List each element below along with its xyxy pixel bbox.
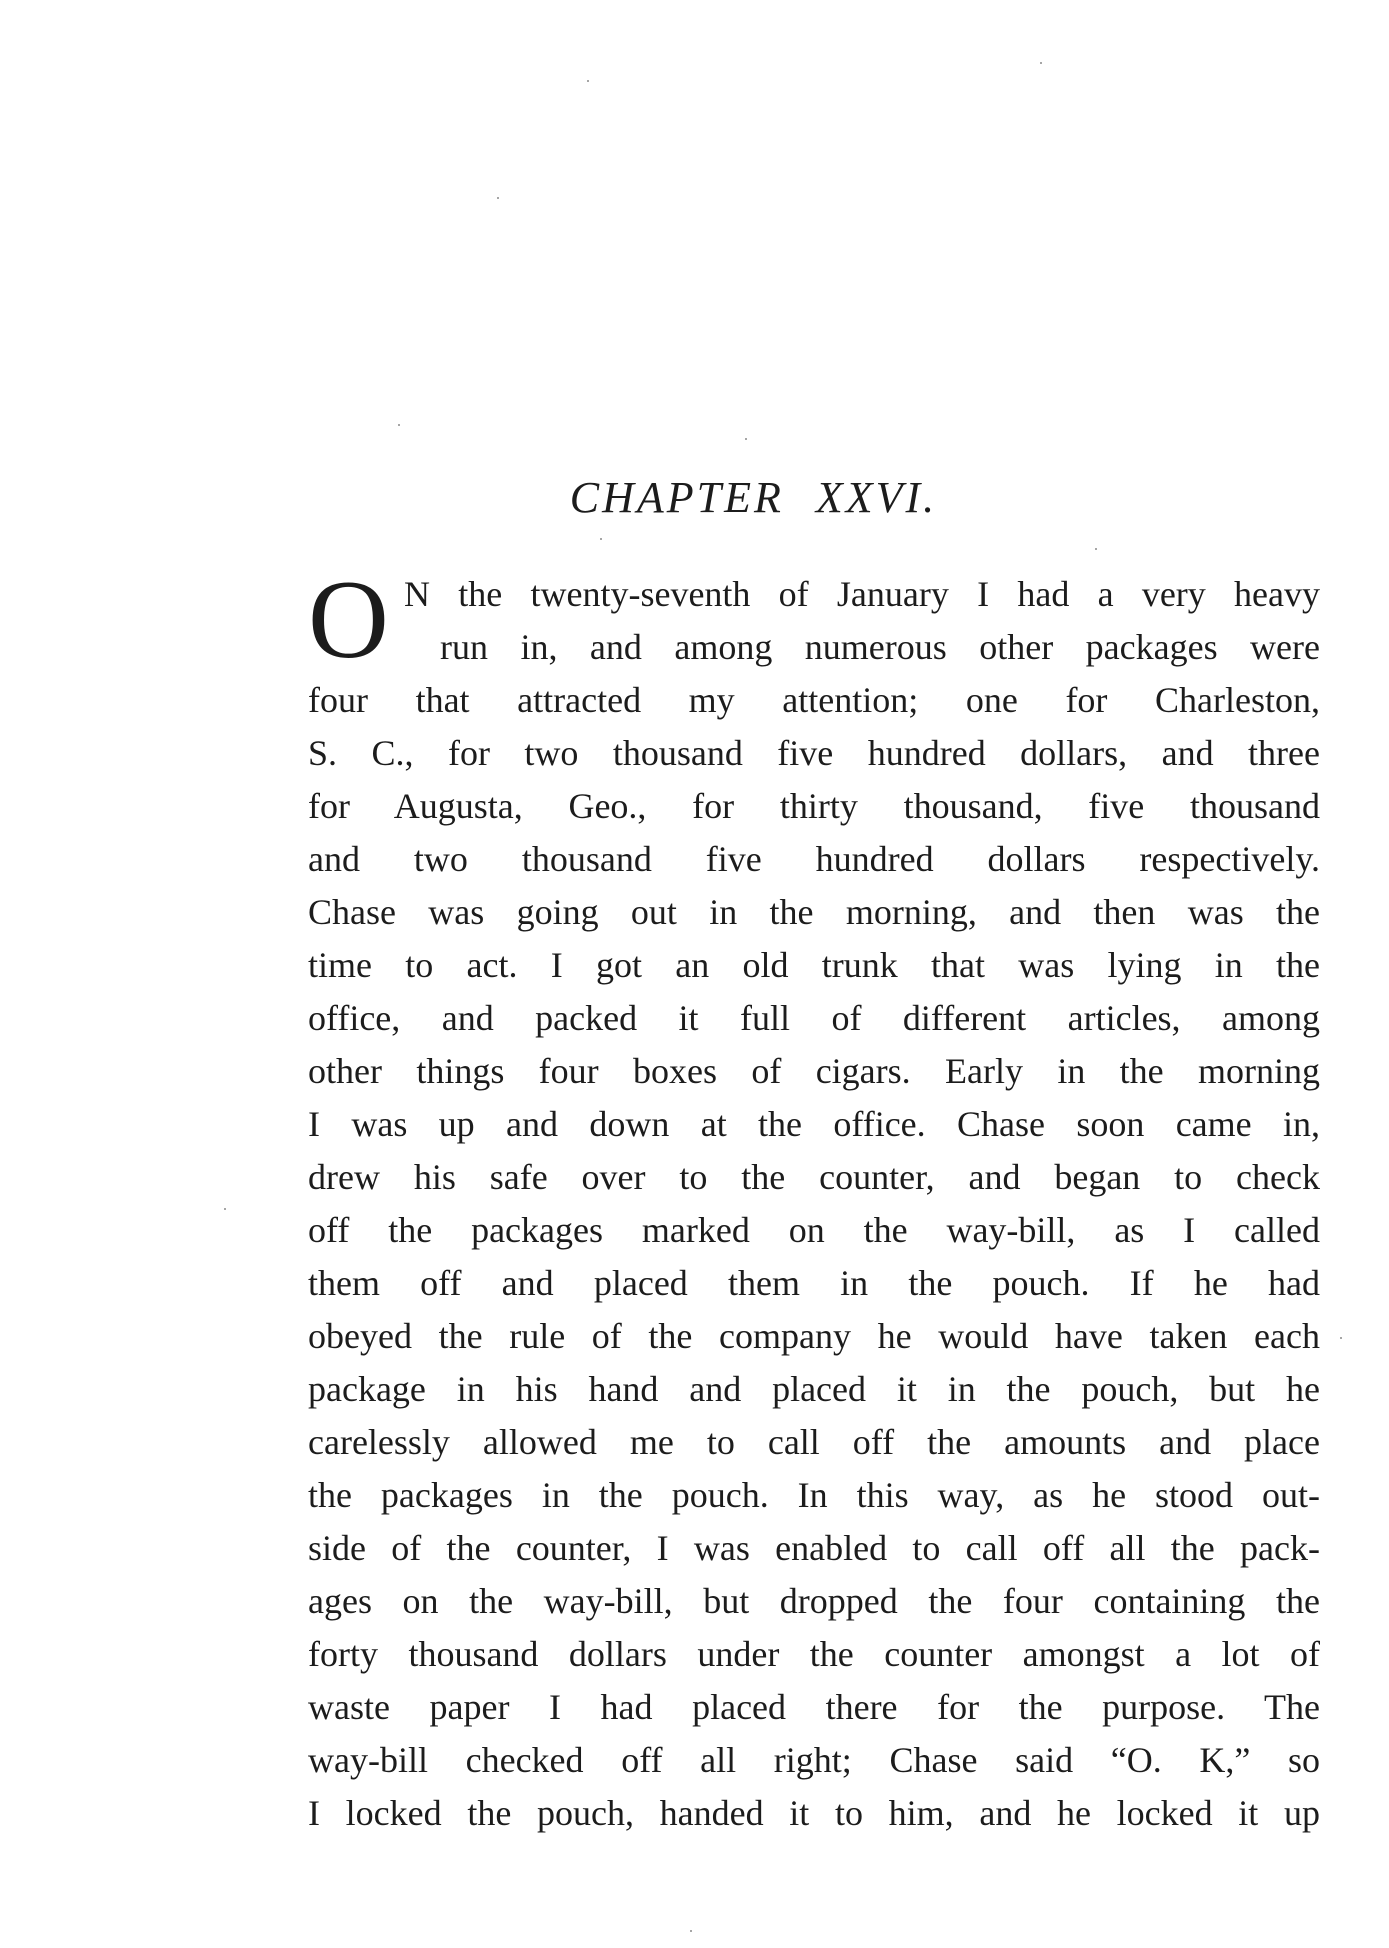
text-line: Chase was going out in the morning, and then was the bbox=[308, 892, 1320, 932]
text-line: off the packages marked on the way-bill, as I called bbox=[308, 1210, 1320, 1250]
chapter-text bbox=[308, 568, 1320, 1840]
text-line: side of the counter, I was enabled to call off all the pack- bbox=[308, 1528, 1320, 1568]
text-line: drew his safe over to the counter, and began to check bbox=[308, 1157, 1320, 1197]
chapter-heading: CHAPTER XXVI. bbox=[569, 473, 938, 522]
text-line: forty thousand dollars under the counter amongst a lot of bbox=[308, 1634, 1320, 1674]
text-line: N the twenty-seventh of January I had a very heavy bbox=[404, 574, 1320, 614]
text-line: ages on the way-bill, but dropped the four containing the bbox=[308, 1581, 1320, 1621]
text-line: run in, and among numerous other packages were bbox=[440, 627, 1320, 667]
text-line: the packages in the pouch. In this way, as he stood out- bbox=[308, 1475, 1320, 1515]
drop-cap-initial: O bbox=[308, 558, 389, 682]
text-line: them off and placed them in the pouch. If he had bbox=[308, 1263, 1320, 1303]
text-line: S. C., for two thousand five hundred dollars, and three bbox=[308, 733, 1320, 773]
text-line: I was up and down at the office. Chase soon came in, bbox=[308, 1104, 1320, 1144]
text-line: obeyed the rule of the company he would have taken each bbox=[308, 1316, 1320, 1356]
text-line: and two thousand five hundred dollars respectively. bbox=[308, 839, 1320, 879]
text-line: waste paper I had placed there for the purpose. The bbox=[308, 1687, 1320, 1727]
text-line: other things four boxes of cigars. Early in the morning bbox=[308, 1051, 1320, 1091]
text-line: way-bill checked off all right; Chase said “O. K,” so bbox=[308, 1740, 1320, 1780]
text-line: office, and packed it full of different articles, among bbox=[308, 998, 1320, 1038]
text-line: carelessly allowed me to call off the amounts and place bbox=[308, 1422, 1320, 1462]
text-line: time to act. I got an old trunk that was lying in the bbox=[308, 945, 1320, 985]
text-line: package in his hand and placed it in the pouch, but he bbox=[308, 1369, 1320, 1409]
text-line: for Augusta, Geo., for thirty thousand, five thousand bbox=[308, 786, 1320, 826]
text-line: I locked the pouch, handed it to him, and he locked it up bbox=[308, 1793, 1320, 1833]
text-line: four that attracted my attention; one for Charleston, bbox=[308, 680, 1320, 720]
